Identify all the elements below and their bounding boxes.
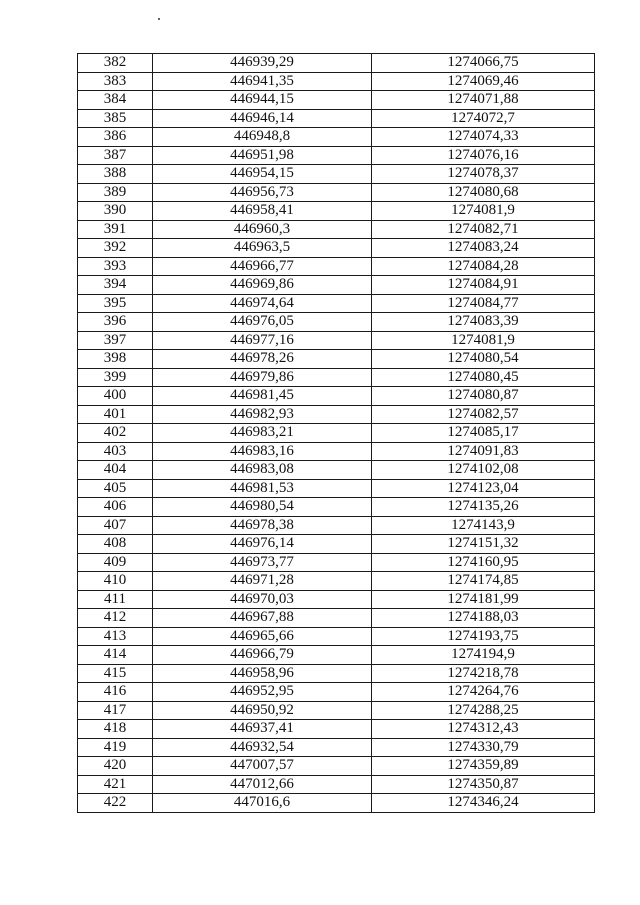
point-number-cell: 385 — [78, 109, 153, 128]
x-coordinate-cell: 446966,79 — [153, 646, 372, 665]
y-coordinate-cell: 1274135,26 — [372, 498, 595, 517]
point-number-cell: 406 — [78, 498, 153, 517]
y-coordinate-cell: 1274102,08 — [372, 461, 595, 480]
x-coordinate-cell: 446958,96 — [153, 664, 372, 683]
point-number-cell: 398 — [78, 350, 153, 369]
coordinates-table — [77, 53, 595, 813]
point-number-cell: 410 — [78, 572, 153, 591]
y-coordinate-cell: 1274359,89 — [372, 757, 595, 776]
y-coordinate-cell: 1274264,76 — [372, 683, 595, 702]
point-number-cell: 393 — [78, 257, 153, 276]
table-row — [78, 424, 595, 443]
point-number-cell: 399 — [78, 368, 153, 387]
table-row — [78, 498, 595, 517]
y-coordinate-cell: 1274091,83 — [372, 442, 595, 461]
x-coordinate-cell: 446978,38 — [153, 516, 372, 535]
point-number-cell: 404 — [78, 461, 153, 480]
table-row — [78, 535, 595, 554]
x-coordinate-cell: 446958,41 — [153, 202, 372, 221]
y-coordinate-cell: 1274081,9 — [372, 331, 595, 350]
x-coordinate-cell: 446969,86 — [153, 276, 372, 295]
table-row — [78, 609, 595, 628]
y-coordinate-cell: 1274330,79 — [372, 738, 595, 757]
point-number-cell: 418 — [78, 720, 153, 739]
point-number-cell: 396 — [78, 313, 153, 332]
y-coordinate-cell: 1274350,87 — [372, 775, 595, 794]
y-coordinate-cell: 1274066,75 — [372, 54, 595, 73]
point-number-cell: 387 — [78, 146, 153, 165]
x-coordinate-cell: 446981,45 — [153, 387, 372, 406]
x-coordinate-cell: 446981,53 — [153, 479, 372, 498]
x-coordinate-cell: 446937,41 — [153, 720, 372, 739]
point-number-cell: 392 — [78, 239, 153, 258]
point-number-cell: 412 — [78, 609, 153, 628]
y-coordinate-cell: 1274193,75 — [372, 627, 595, 646]
x-coordinate-cell: 446965,66 — [153, 627, 372, 646]
point-number-cell: 411 — [78, 590, 153, 609]
y-coordinate-cell: 1274071,88 — [372, 91, 595, 110]
table-row — [78, 368, 595, 387]
table-row — [78, 54, 595, 73]
point-number-cell: 394 — [78, 276, 153, 295]
y-coordinate-cell: 1274151,32 — [372, 535, 595, 554]
y-coordinate-cell: 1274084,91 — [372, 276, 595, 295]
table-row — [78, 91, 595, 110]
y-coordinate-cell: 1274160,95 — [372, 553, 595, 572]
y-coordinate-cell: 1274312,43 — [372, 720, 595, 739]
point-number-cell: 419 — [78, 738, 153, 757]
y-coordinate-cell: 1274218,78 — [372, 664, 595, 683]
y-coordinate-cell: 1274123,04 — [372, 479, 595, 498]
point-number-cell: 420 — [78, 757, 153, 776]
y-coordinate-cell: 1274194,9 — [372, 646, 595, 665]
point-number-cell: 395 — [78, 294, 153, 313]
table-row — [78, 701, 595, 720]
point-number-cell: 384 — [78, 91, 153, 110]
y-coordinate-cell: 1274188,03 — [372, 609, 595, 628]
x-coordinate-cell: 446944,15 — [153, 91, 372, 110]
point-number-cell: 408 — [78, 535, 153, 554]
point-number-cell: 401 — [78, 405, 153, 424]
x-coordinate-cell: 446963,5 — [153, 239, 372, 258]
x-coordinate-cell: 446977,16 — [153, 331, 372, 350]
x-coordinate-cell: 446980,54 — [153, 498, 372, 517]
x-coordinate-cell: 446982,93 — [153, 405, 372, 424]
table-row — [78, 627, 595, 646]
table-row — [78, 294, 595, 313]
y-coordinate-cell: 1274072,7 — [372, 109, 595, 128]
point-number-cell: 413 — [78, 627, 153, 646]
point-number-cell: 403 — [78, 442, 153, 461]
y-coordinate-cell: 1274288,25 — [372, 701, 595, 720]
y-coordinate-cell: 1274081,9 — [372, 202, 595, 221]
x-coordinate-cell: 446941,35 — [153, 72, 372, 91]
table-row — [78, 683, 595, 702]
x-coordinate-cell: 446960,3 — [153, 220, 372, 239]
x-coordinate-cell: 446966,77 — [153, 257, 372, 276]
x-coordinate-cell: 446979,86 — [153, 368, 372, 387]
x-coordinate-cell: 446976,05 — [153, 313, 372, 332]
table-row — [78, 572, 595, 591]
x-coordinate-cell: 446952,95 — [153, 683, 372, 702]
x-coordinate-cell: 446946,14 — [153, 109, 372, 128]
x-coordinate-cell: 446932,54 — [153, 738, 372, 757]
table-row — [78, 128, 595, 147]
point-number-cell: 382 — [78, 54, 153, 73]
point-number-cell: 422 — [78, 794, 153, 813]
point-number-cell: 390 — [78, 202, 153, 221]
x-coordinate-cell: 446956,73 — [153, 183, 372, 202]
y-coordinate-cell: 1274080,68 — [372, 183, 595, 202]
table-row — [78, 479, 595, 498]
point-number-cell: 383 — [78, 72, 153, 91]
y-coordinate-cell: 1274069,46 — [372, 72, 595, 91]
table-row — [78, 516, 595, 535]
x-coordinate-cell: 447007,57 — [153, 757, 372, 776]
table-row — [78, 738, 595, 757]
x-coordinate-cell: 446970,03 — [153, 590, 372, 609]
x-coordinate-cell: 446948,8 — [153, 128, 372, 147]
table-row — [78, 461, 595, 480]
x-coordinate-cell: 447012,66 — [153, 775, 372, 794]
point-number-cell: 416 — [78, 683, 153, 702]
table-row — [78, 239, 595, 258]
x-coordinate-cell: 446950,92 — [153, 701, 372, 720]
point-number-cell: 389 — [78, 183, 153, 202]
y-coordinate-cell: 1274076,16 — [372, 146, 595, 165]
y-coordinate-cell: 1274083,24 — [372, 239, 595, 258]
y-coordinate-cell: 1274080,45 — [372, 368, 595, 387]
y-coordinate-cell: 1274084,77 — [372, 294, 595, 313]
page-mark — [158, 18, 160, 20]
point-number-cell: 421 — [78, 775, 153, 794]
x-coordinate-cell: 446978,26 — [153, 350, 372, 369]
x-coordinate-cell: 446967,88 — [153, 609, 372, 628]
y-coordinate-cell: 1274074,33 — [372, 128, 595, 147]
x-coordinate-cell: 446973,77 — [153, 553, 372, 572]
point-number-cell: 397 — [78, 331, 153, 350]
x-coordinate-cell: 446954,15 — [153, 165, 372, 184]
table-row — [78, 257, 595, 276]
point-number-cell: 402 — [78, 424, 153, 443]
table-row — [78, 387, 595, 406]
table-row — [78, 442, 595, 461]
point-number-cell: 386 — [78, 128, 153, 147]
table-row — [78, 590, 595, 609]
point-number-cell: 400 — [78, 387, 153, 406]
table-row — [78, 109, 595, 128]
table-row — [78, 794, 595, 813]
point-number-cell: 415 — [78, 664, 153, 683]
table-row — [78, 664, 595, 683]
table-row — [78, 202, 595, 221]
point-number-cell: 417 — [78, 701, 153, 720]
table-row — [78, 350, 595, 369]
x-coordinate-cell: 446974,64 — [153, 294, 372, 313]
table-row — [78, 165, 595, 184]
y-coordinate-cell: 1274082,71 — [372, 220, 595, 239]
y-coordinate-cell: 1274085,17 — [372, 424, 595, 443]
y-coordinate-cell: 1274080,54 — [372, 350, 595, 369]
point-number-cell: 388 — [78, 165, 153, 184]
table-row — [78, 146, 595, 165]
x-coordinate-cell: 446951,98 — [153, 146, 372, 165]
y-coordinate-cell: 1274080,87 — [372, 387, 595, 406]
coordinates-table-body — [78, 54, 595, 813]
table-row — [78, 276, 595, 295]
table-row — [78, 183, 595, 202]
table-row — [78, 775, 595, 794]
table-row — [78, 405, 595, 424]
table-row — [78, 331, 595, 350]
point-number-cell: 409 — [78, 553, 153, 572]
y-coordinate-cell: 1274174,85 — [372, 572, 595, 591]
y-coordinate-cell: 1274078,37 — [372, 165, 595, 184]
point-number-cell: 407 — [78, 516, 153, 535]
table-row — [78, 72, 595, 91]
x-coordinate-cell: 446939,29 — [153, 54, 372, 73]
table-row — [78, 220, 595, 239]
x-coordinate-cell: 446983,21 — [153, 424, 372, 443]
x-coordinate-cell: 446983,16 — [153, 442, 372, 461]
x-coordinate-cell: 446971,28 — [153, 572, 372, 591]
y-coordinate-cell: 1274082,57 — [372, 405, 595, 424]
table-row — [78, 646, 595, 665]
point-number-cell: 405 — [78, 479, 153, 498]
table-row — [78, 313, 595, 332]
y-coordinate-cell: 1274083,39 — [372, 313, 595, 332]
point-number-cell: 414 — [78, 646, 153, 665]
table-row — [78, 720, 595, 739]
y-coordinate-cell: 1274084,28 — [372, 257, 595, 276]
x-coordinate-cell: 446976,14 — [153, 535, 372, 554]
x-coordinate-cell: 447016,6 — [153, 794, 372, 813]
table-row — [78, 757, 595, 776]
y-coordinate-cell: 1274143,9 — [372, 516, 595, 535]
y-coordinate-cell: 1274181,99 — [372, 590, 595, 609]
point-number-cell: 391 — [78, 220, 153, 239]
x-coordinate-cell: 446983,08 — [153, 461, 372, 480]
y-coordinate-cell: 1274346,24 — [372, 794, 595, 813]
table-row — [78, 553, 595, 572]
